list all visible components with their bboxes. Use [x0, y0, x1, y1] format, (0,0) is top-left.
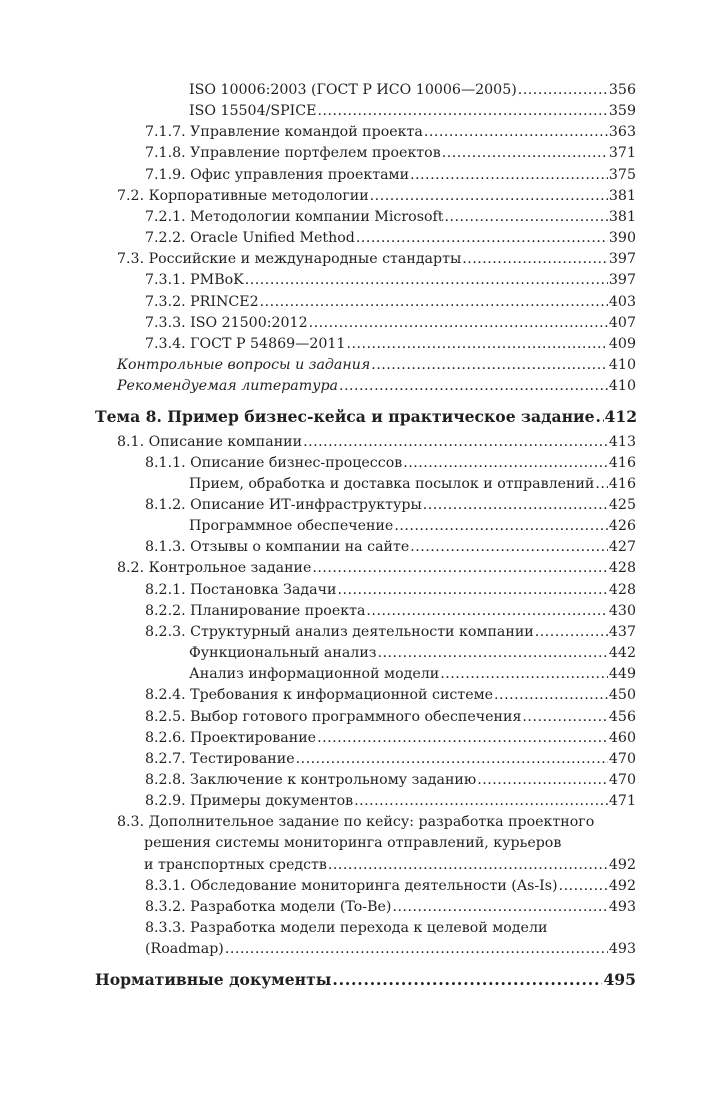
toc-entry-title: 8.1. Описание компании — [117, 433, 303, 450]
toc-entry-page: 416 — [608, 475, 636, 492]
dot-leader — [521, 707, 608, 728]
dot-leader — [308, 313, 609, 334]
toc-entry-page: 492 — [608, 856, 636, 873]
toc-entry-page: 403 — [608, 293, 636, 310]
toc-entry-multiline-start[interactable]: 8.3. Дополнительное задание по кейсу: разработка проектного — [117, 814, 595, 831]
toc-entry[interactable] — [95, 558, 636, 579]
toc-entry[interactable] — [95, 622, 636, 643]
toc-entry-title: 7.3.4. ГОСТ Р 54869—2011 — [145, 335, 346, 352]
toc-entry[interactable] — [95, 876, 636, 897]
dot-leader — [439, 664, 609, 685]
toc-entry[interactable] — [95, 249, 636, 270]
toc-entry[interactable] — [95, 495, 636, 516]
toc-entry[interactable] — [95, 749, 636, 770]
toc-entry-title: 8.2.6. Проектирование — [145, 729, 317, 746]
toc-entry-title: Анализ информационной модели — [189, 666, 440, 683]
toc-entry[interactable] — [95, 432, 636, 453]
dot-leader — [594, 474, 609, 495]
toc-entry-title: 8.3.1. Обследование мониторинга деятельности (As-Is) — [145, 877, 558, 894]
toc-entry-title: 8.2.9. Примеры документов — [145, 793, 354, 810]
toc-entry-page: 410 — [608, 357, 636, 374]
dot-leader — [365, 601, 608, 622]
toc-entry-title: 8.1.2. Описание ИТ-инфраструктуры — [145, 496, 422, 513]
toc-entry[interactable] — [95, 228, 636, 249]
toc-entry-title: (Roadmap) — [145, 941, 224, 958]
toc-entry-page: 492 — [608, 877, 636, 894]
dot-leader — [336, 580, 608, 601]
toc-entry-title: 8.1.1. Описание бизнес-процессов — [145, 454, 403, 471]
toc-entry-title: ISO 10006:2003 (ГОСТ Р ИСО 10006—2005) — [189, 82, 517, 98]
toc-entry[interactable] — [95, 376, 636, 397]
toc-entry-title: ISO 15504/SPICE — [189, 103, 317, 120]
toc-entry[interactable] — [95, 685, 636, 706]
toc-entry-page: 456 — [608, 708, 636, 725]
toc-entry[interactable] — [95, 143, 636, 164]
toc-entry-title: 7.2.2. Oracle Unified Method — [145, 230, 355, 247]
toc-entry-page: 471 — [608, 793, 636, 810]
toc-entry-page: 397 — [608, 272, 636, 289]
toc-entry-page: 437 — [608, 623, 636, 640]
toc-entry[interactable] — [95, 101, 636, 122]
toc-entry-multiline-start[interactable]: 8.3.3. Разработка модели перехода к целевой модели — [145, 920, 548, 937]
dot-leader — [493, 685, 609, 706]
dot-leader — [409, 165, 609, 186]
toc-chapter-entry[interactable] — [95, 406, 636, 427]
toc-entry-page: 442 — [608, 645, 636, 662]
toc-entry[interactable] — [95, 122, 636, 143]
toc-entry[interactable] — [95, 707, 636, 728]
dot-leader — [377, 643, 609, 664]
toc-entry-page: 356 — [608, 82, 636, 98]
dot-leader — [353, 791, 609, 812]
dot-leader — [327, 855, 609, 876]
toc-entry[interactable] — [95, 334, 636, 355]
toc-entry-page: 493 — [608, 941, 636, 958]
dot-leader — [345, 334, 608, 355]
dot-leader — [316, 728, 609, 749]
toc-entry-page: 426 — [608, 518, 636, 535]
toc-entry-page: 381 — [608, 208, 636, 225]
dot-leader — [370, 355, 609, 376]
toc-entry-title: 7.1.7. Управление командой проекта — [145, 124, 423, 141]
toc-entry-title: Нормативные документы — [95, 970, 332, 990]
toc-chapter-entry[interactable] — [95, 969, 636, 990]
toc-entry-page: 450 — [608, 687, 636, 704]
toc-entry-page: 470 — [608, 750, 636, 767]
toc-entry[interactable] — [95, 80, 636, 101]
toc-entry-title: 8.2.8. Заключение к контрольному заданию — [145, 772, 477, 788]
dot-leader — [369, 186, 609, 207]
toc-entry-title: 7.2. Корпоративные методологии — [117, 187, 369, 204]
toc-entry[interactable] — [95, 939, 636, 960]
toc-entry-page: 375 — [608, 166, 636, 183]
dot-leader — [443, 207, 608, 228]
toc-entry-page: 381 — [608, 187, 636, 204]
toc-entry-title: Тема 8. Пример бизнес-кейса и практическое задание — [95, 407, 595, 427]
toc-entry-title: 8.2.5. Выбор готового программного обеспечения — [145, 708, 522, 725]
toc-entry-title: 8.3.2. Разработка модели (To-Be) — [145, 898, 392, 915]
toc-entry-page: 425 — [608, 496, 636, 513]
toc-entry-title: Контрольные вопросы и задания — [117, 357, 371, 374]
toc-entry-page: 493 — [608, 898, 636, 915]
toc-entry-page: 470 — [608, 772, 636, 788]
toc-entry-page: 449 — [608, 666, 636, 683]
toc-entry-page: 430 — [608, 602, 636, 619]
toc-entry-page: 390 — [608, 230, 636, 247]
toc-entry-title: и транспортных средств — [144, 856, 327, 873]
toc-entry-title: 8.2.1. Постановка Задачи — [145, 581, 337, 598]
toc-entry[interactable] — [95, 580, 636, 601]
table-of-contents — [95, 80, 636, 991]
toc-entry[interactable] — [95, 270, 636, 291]
dot-leader — [441, 143, 609, 164]
toc-entry-title: 7.3. Российские и международные стандарты — [117, 251, 462, 268]
dot-leader — [409, 537, 609, 558]
toc-entry-page: 363 — [608, 124, 636, 141]
dot-leader — [393, 516, 609, 537]
toc-entry[interactable] — [95, 791, 636, 812]
toc-entry[interactable] — [95, 664, 636, 685]
toc-entry-page: 397 — [608, 251, 636, 268]
toc-entry-page: 427 — [608, 539, 636, 556]
dot-leader — [402, 453, 609, 474]
dot-leader — [422, 495, 609, 516]
dot-leader — [338, 376, 609, 397]
toc-entry-title: 8.2.7. Тестирование — [145, 750, 295, 767]
toc-entry-page: 428 — [608, 581, 636, 598]
toc-entry[interactable] — [95, 165, 636, 186]
toc-entry-title: Функциональный анализ — [189, 645, 377, 662]
toc-entry-page: 460 — [608, 729, 636, 746]
dot-leader — [302, 432, 609, 453]
toc-entry[interactable] — [95, 643, 636, 664]
dot-leader — [517, 80, 609, 101]
toc-entry[interactable] — [95, 474, 636, 495]
dot-leader — [311, 558, 609, 579]
dot-leader — [295, 749, 609, 770]
toc-entry-page: 416 — [608, 454, 636, 471]
toc-entry-title: 7.3.2. PRINCE2 — [145, 293, 259, 310]
toc-entry-title: 7.2.1. Методологии компании Microsoft — [145, 208, 444, 225]
toc-entry[interactable] — [95, 537, 636, 558]
toc-entry[interactable] — [95, 186, 636, 207]
toc-entry-title: Прием, обработка и доставка посылок и отправлений — [189, 475, 595, 492]
toc-entry-title: Программное обеспечение — [189, 518, 394, 535]
toc-entry-title: 8.1.3. Отзывы о компании на сайте — [145, 539, 410, 556]
toc-entry[interactable] — [95, 313, 636, 334]
toc-entry-page: 428 — [608, 560, 636, 577]
toc-entry[interactable] — [95, 453, 636, 474]
toc-entry-title: Рекомендуемая литература — [117, 378, 338, 395]
toc-entry-title: 8.2. Контрольное задание — [117, 560, 312, 577]
toc-entry-page: 412 — [604, 407, 638, 427]
dot-leader — [595, 406, 605, 427]
toc-entry-title: 8.2.4. Требования к информационной системе — [145, 687, 494, 704]
toc-entry-title: 7.3.1. PMBoK — [145, 272, 244, 289]
dot-leader — [355, 228, 609, 249]
toc-entry[interactable] — [95, 770, 636, 791]
toc-entry-title: 7.1.9. Офис управления проектами — [145, 166, 410, 183]
toc-entry[interactable] — [95, 601, 636, 622]
toc-entry[interactable] — [95, 207, 636, 228]
toc-entry-title: 8.2.3. Структурный анализ деятельности компании — [145, 623, 534, 640]
dot-leader — [316, 101, 608, 122]
toc-entry[interactable] — [95, 855, 636, 876]
dot-leader — [461, 249, 609, 270]
dot-leader — [476, 770, 609, 791]
toc-entry-page: 495 — [603, 970, 636, 990]
toc-entry-title: 8.2.2. Планирование проекта — [145, 602, 366, 619]
toc-entry-page: 413 — [608, 433, 636, 450]
dot-leader — [331, 969, 603, 990]
toc-entry-title: 7.1.8. Управление портфелем проектов — [145, 145, 441, 162]
toc-entry-page: 371 — [608, 145, 636, 162]
toc-entry[interactable] — [95, 516, 636, 537]
dot-leader — [423, 122, 609, 143]
toc-entry[interactable] — [95, 728, 636, 749]
toc-entry-continuation: решения системы мониторинга отправлений, курьеров — [144, 835, 562, 852]
toc-entry-page: 409 — [608, 335, 636, 352]
dot-leader — [558, 876, 609, 897]
toc-entry-page: 359 — [608, 103, 636, 120]
dot-leader — [244, 270, 609, 291]
toc-entry[interactable] — [95, 897, 636, 918]
dot-leader — [391, 897, 608, 918]
toc-entry-title: 7.3.3. ISO 21500:2012 — [145, 314, 308, 331]
dot-leader — [259, 292, 609, 313]
toc-entry-page: 407 — [608, 314, 636, 331]
dot-leader — [534, 622, 609, 643]
toc-entry[interactable] — [95, 355, 636, 376]
toc-entry-page: 410 — [608, 378, 636, 395]
dot-leader — [224, 939, 609, 960]
toc-entry[interactable] — [95, 292, 636, 313]
